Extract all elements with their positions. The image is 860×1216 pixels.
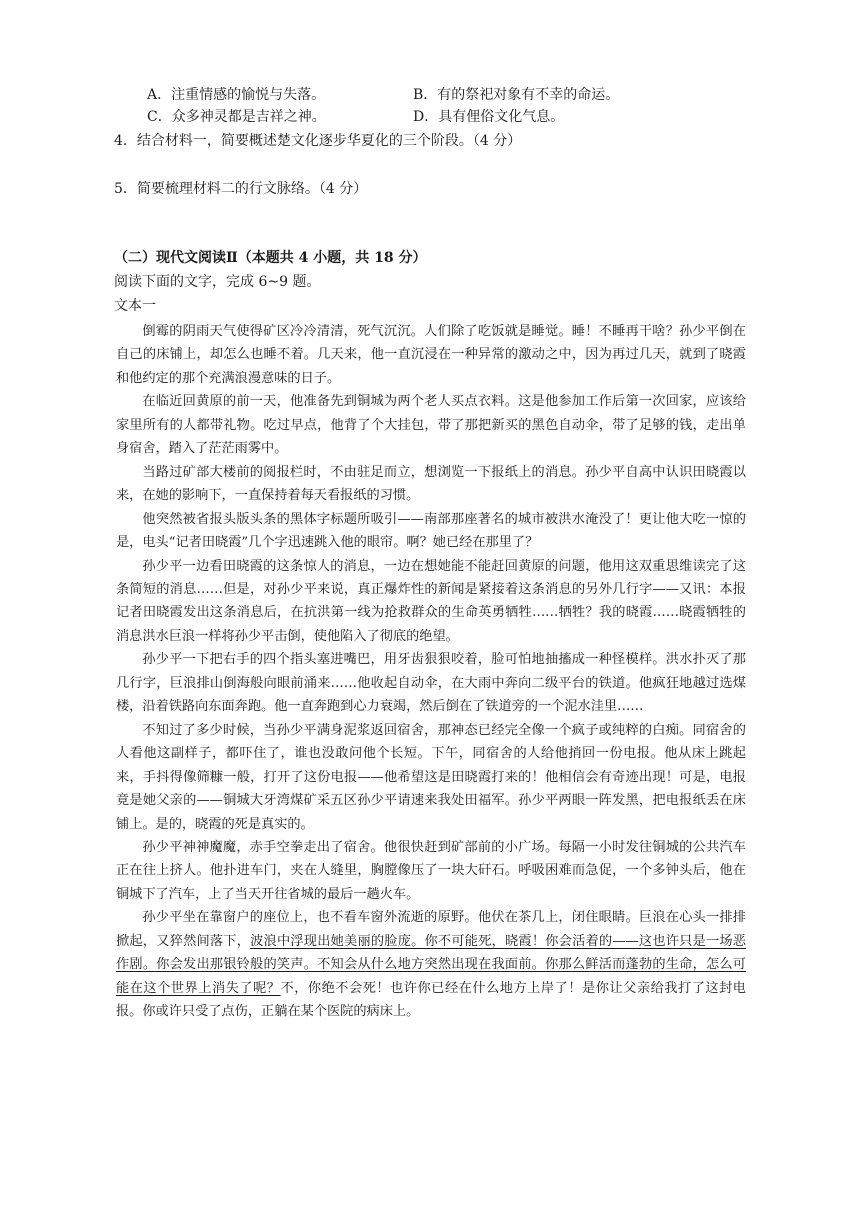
q3-option-c[interactable]: C．众多神灵都是吉祥之神。: [147, 109, 326, 125]
passage-paragraph: 孙少平一边看田晓霞的这条惊人的消息，一边在想她能不能赶回黄原的问题，他用这双重思维读完了这条简短的消息……但是，对孙少平来说，真正爆炸性的新闻是紧接着这条消息的另外几行字——又讯：本报记者田晓霞发出这条消息后，在抗洪第一线为抢救群众的生命英勇牺牲……牺牲？我的晓霞……晓霞牺牲的消息洪水巨浪一样将孙少平击倒，使他陷入了彻底的绝望。: [116, 558, 746, 644]
passage-paragraph: 孙少平神神魔魔，赤手空拳走出了宿舍。他很快赶到矿部前的小广场。每隔一小时发往铜城的公共汽车正在往上挤人。他扑进车门，夹在人缝里，胸膛像压了一块大矸石。呼吸困难而急促，一个多钟头后，他在铜城下了汽车，上了当天开往省城的最后一趟火车。: [116, 839, 746, 902]
passage-paragraph: 孙少平一下把右手的四个指头塞进嘴巴，用牙齿狠狠咬着，脸可怕地抽搐成一种怪模样。洪水扑灭了那几行字，巨浪排山倒海般向眼前涌来……他收起自动伞，在大雨中奔向二级平台的铁道。他疯狂地越过选煤楼，沿着铁路向东面奔跑。他一直奔跑到心力衰竭，然后倒在了铁道旁的一个泥水洼里……: [116, 652, 746, 715]
section-title: （二）现代文阅读Ⅱ（本题共 4 小题，共 18 分）: [114, 250, 427, 266]
reading-passage: [116, 320, 746, 1024]
passage-paragraph: 他突然被省报头版头条的黑体字标题所吸引——南部那座著名的城市被洪水淹没了！更让他大吃一惊的是，电头“记者田晓霞”几个字迅速跳入他的眼帘。啊？她已经在那里了？: [116, 511, 746, 551]
q3-option-d[interactable]: D．具有俚俗文化气息。: [413, 109, 565, 125]
last-paragraph-start: 孙少平坐在靠窗户的座位上，也不看车窗外流逝的原野。他伏在茶几上，闭住眼睛。巨浪在心头一排排掀起，又猝然间落下，: [116, 910, 746, 949]
q3-option-b[interactable]: B．有的祭祀对象有不幸的命运。: [413, 87, 620, 103]
text-label: 文本一: [114, 298, 156, 314]
question-5: 5．简要梳理材料二的行文脉络。（4 分）: [114, 181, 368, 197]
passage-paragraph: 不知过了多少时候，当孙少平满身泥浆返回宿舍，那神态已经完全像一个疯子或纯粹的白痴。同宿舍的人看他这副样子，都吓住了，谁也没敢问他个长短。下午，同宿舍的人给他捎回一份电报。他从床上跳起来，手抖得像筛糠一般，打开了这份电报——他希望这是田晓霞打来的！他相信会有奇迹出现！可是，电报竟是她父亲的——铜城大牙湾煤矿采五区孙少平请速来我处田福军。孙少平两眼一阵发黑，把电报纸丢在床铺上。是的，晓霞的死是真实的。: [116, 722, 746, 832]
passage-paragraph: 当路过矿部大楼前的阅报栏时，不由驻足而立，想浏览一下报纸上的消息。孙少平自高中认识田晓霞以来，在她的影响下，一直保持着每天看报纸的习惯。: [116, 464, 746, 504]
passage-paragraph-last: [116, 906, 746, 1023]
q3-options-row-2: [147, 106, 747, 128]
passage-paragraph: 在临近回黄原的前一天，他准备先到铜城为两个老人买点衣料。这是他参加工作后第一次回家，应该给家里所有的人都带礼物。吃过早点，他背了个大挂包，带了那把新买的黑色自动伞，带了足够的钱，走出单身宿舍，踏入了茫茫雨雾中。: [116, 394, 746, 457]
question-4: 4．结合材料一，简要概述楚文化逐步华夏化的三个阶段。（4 分）: [114, 133, 522, 149]
q3-options-row-1: [147, 84, 747, 106]
passage-paragraph: 倒霉的阴雨天气使得矿区冷冷清清，死气沉沉。人们除了吃饭就是睡觉。睡！不睡再干啥？孙少平倒在自己的床铺上，却怎么也睡不着。几天来，他一直沉浸在一种异常的激动之中，因为再过几天，就到了晓霞和他约定的那个充满浪漫意味的日子。: [116, 324, 746, 386]
last-paragraph-end: 不，你绝不会死！也许你已经在什么地方上岸了！是你让父亲给我打了这封电报。你或许只受了点伤，正躺在某个医院的病床上。: [116, 980, 746, 1020]
q3-option-a[interactable]: A．注重情感的愉悦与失落。: [147, 87, 326, 103]
underlined-sentence: 波浪中浮现出她美丽的脸庞。你不可能死，晓霞！你会活着的——这也许只是一场恶作剧。你会发出那银铃般的笑声。不知会从什么地方突然出现在我面前。你那么鲜活而蓬勃的生命，怎么可能在这个世界上消失了呢？: [116, 933, 746, 996]
section-instruction: 阅读下面的文字，完成 6~9 题。: [114, 274, 321, 290]
